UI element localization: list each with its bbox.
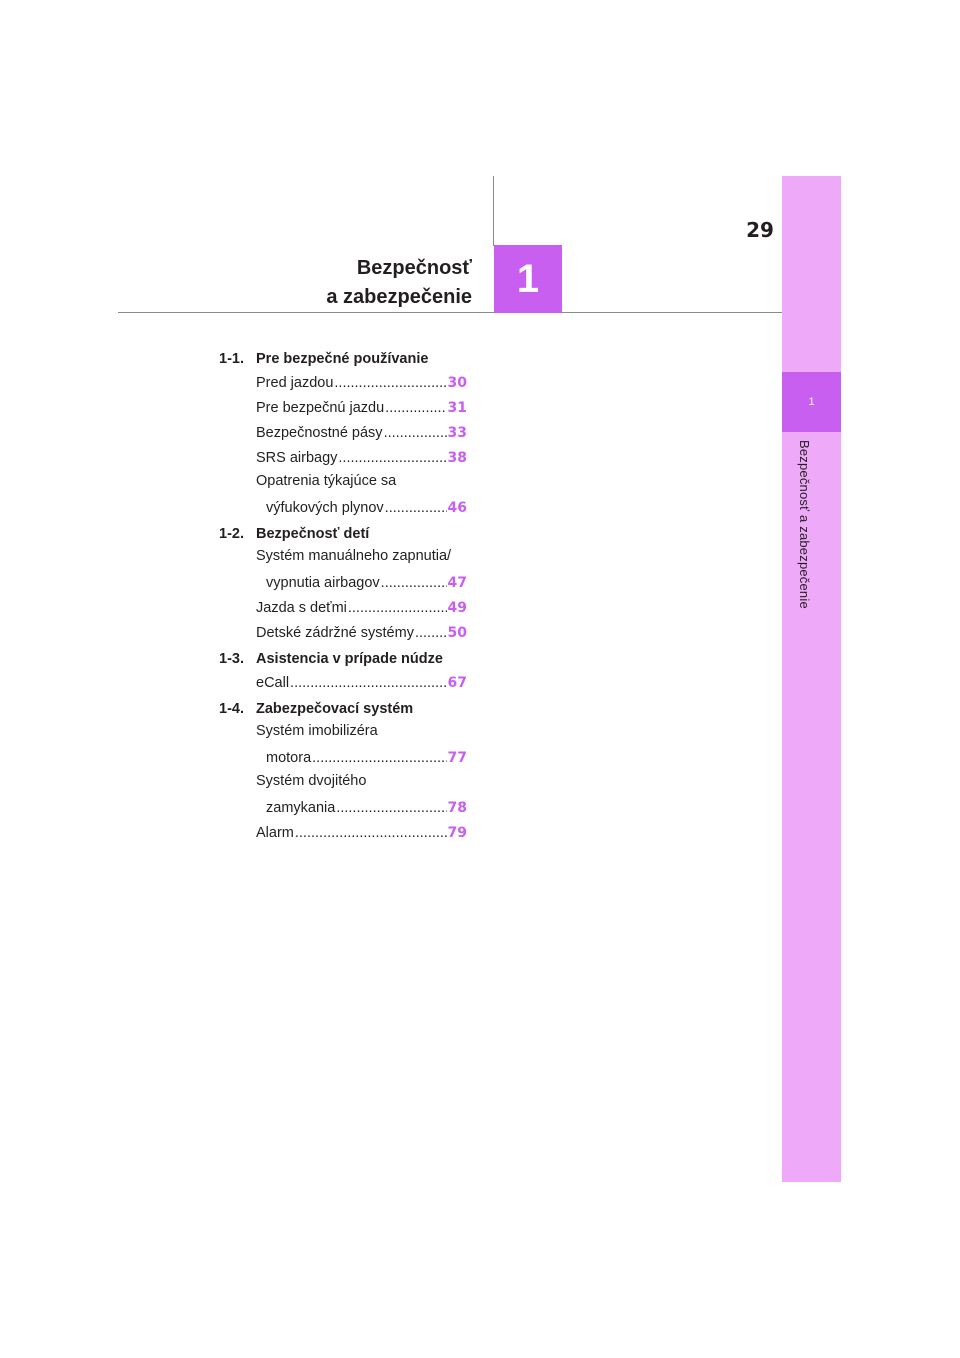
side-thumb-strip: [782, 176, 841, 1182]
toc-entry[interactable]: [256, 721, 467, 771]
toc-entry[interactable]: [256, 371, 467, 396]
toc-entry-label: eCall: [256, 675, 290, 691]
toc-page-link[interactable]: 49: [447, 600, 467, 616]
table-of-contents: [219, 346, 467, 846]
toc-entry-label: Detské zádržné systémy: [256, 625, 414, 641]
toc-entry-label: Jazda s deťmi: [256, 600, 347, 616]
side-chapter-tab[interactable]: 1: [782, 372, 841, 432]
toc-section-heading: [219, 521, 467, 546]
toc-entry[interactable]: [256, 471, 467, 521]
header-horizontal-rule: [118, 312, 782, 313]
toc-leader-dots: [384, 421, 447, 446]
toc-leader-dots: [334, 371, 446, 396]
side-chapter-label: Bezpečnosť a zabezpečenie: [797, 440, 812, 609]
toc-page-link[interactable]: 33: [447, 425, 467, 441]
toc-section-heading: [219, 696, 467, 721]
toc-leader-dots: [348, 596, 447, 621]
toc-entry-label: Systém imobilizéra: [256, 723, 378, 739]
toc-page-link[interactable]: 50: [447, 625, 467, 641]
toc-entry-label: Alarm: [256, 825, 294, 841]
toc-page-link[interactable]: 77: [447, 750, 467, 766]
toc-leader-dots: [415, 621, 447, 646]
toc-page-link[interactable]: 79: [447, 825, 467, 841]
toc-entry-label: Systém manuálneho zapnutia/: [256, 548, 452, 564]
chapter-title-line1: Bezpečnosť: [356, 257, 472, 279]
toc-section-number: 1-1.: [219, 350, 244, 367]
toc-section-heading: [219, 646, 467, 671]
toc-section-title: Asistencia v prípade núdze: [256, 650, 443, 667]
toc-leader-dots: [312, 746, 446, 771]
toc-leader-dots: [338, 446, 446, 471]
chapter-title: [326, 254, 472, 312]
toc-leader-dots: [381, 571, 447, 596]
toc-leader-dots: [385, 396, 446, 421]
toc-entry[interactable]: [256, 421, 467, 446]
toc-page-link[interactable]: 38: [447, 450, 467, 466]
toc-section-title: Zabezpečovací systém: [256, 700, 414, 717]
toc-entry[interactable]: [256, 771, 467, 821]
chapter-title-line2: a zabezpečenie: [326, 286, 472, 308]
toc-entry[interactable]: [256, 446, 467, 471]
toc-page-link[interactable]: 78: [447, 800, 467, 816]
toc-leader-dots: [336, 796, 446, 821]
toc-section-number: 1-3.: [219, 650, 244, 667]
toc-entry-label: Pred jazdou: [256, 375, 334, 391]
toc-entry[interactable]: [256, 671, 467, 696]
toc-entry-label: Opatrenia týkajúce sa: [256, 473, 397, 489]
toc-entry[interactable]: [256, 821, 467, 846]
toc-entry-label: výfukových plynov: [266, 500, 384, 516]
toc-entry[interactable]: [256, 396, 467, 421]
toc-entry[interactable]: [256, 546, 467, 596]
toc-section-number: 1-2.: [219, 525, 244, 542]
toc-leader-dots: [385, 496, 447, 521]
toc-entry-label: vypnutia airbagov: [266, 575, 380, 591]
toc-page-link[interactable]: 30: [447, 375, 467, 391]
toc-page-link[interactable]: 47: [447, 575, 467, 591]
toc-entry-label: Pre bezpečnú jazdu: [256, 400, 385, 416]
toc-page-link[interactable]: 31: [447, 400, 467, 416]
header-vertical-rule: [493, 176, 494, 246]
chapter-number-box: 1: [494, 245, 562, 313]
toc-entry-label: motora: [266, 750, 312, 766]
toc-entry[interactable]: [256, 621, 467, 646]
toc-page-link[interactable]: 46: [447, 500, 467, 516]
toc-section-title: Bezpečnosť detí: [256, 525, 370, 542]
toc-entry-label: SRS airbagy: [256, 450, 338, 466]
toc-section-title: Pre bezpečné používanie: [256, 350, 429, 367]
toc-leader-dots: [290, 671, 446, 696]
toc-leader-dots: [295, 821, 447, 846]
page-number: 29: [746, 218, 774, 242]
toc-entry[interactable]: [256, 596, 467, 621]
toc-section-number: 1-4.: [219, 700, 244, 717]
toc-page-link[interactable]: 67: [447, 675, 467, 691]
toc-section-heading: [219, 346, 467, 371]
toc-entry-label: Bezpečnostné pásy: [256, 425, 383, 441]
toc-entry-label: Systém dvojitého: [256, 773, 367, 789]
toc-entry-label: zamykania: [266, 800, 336, 816]
